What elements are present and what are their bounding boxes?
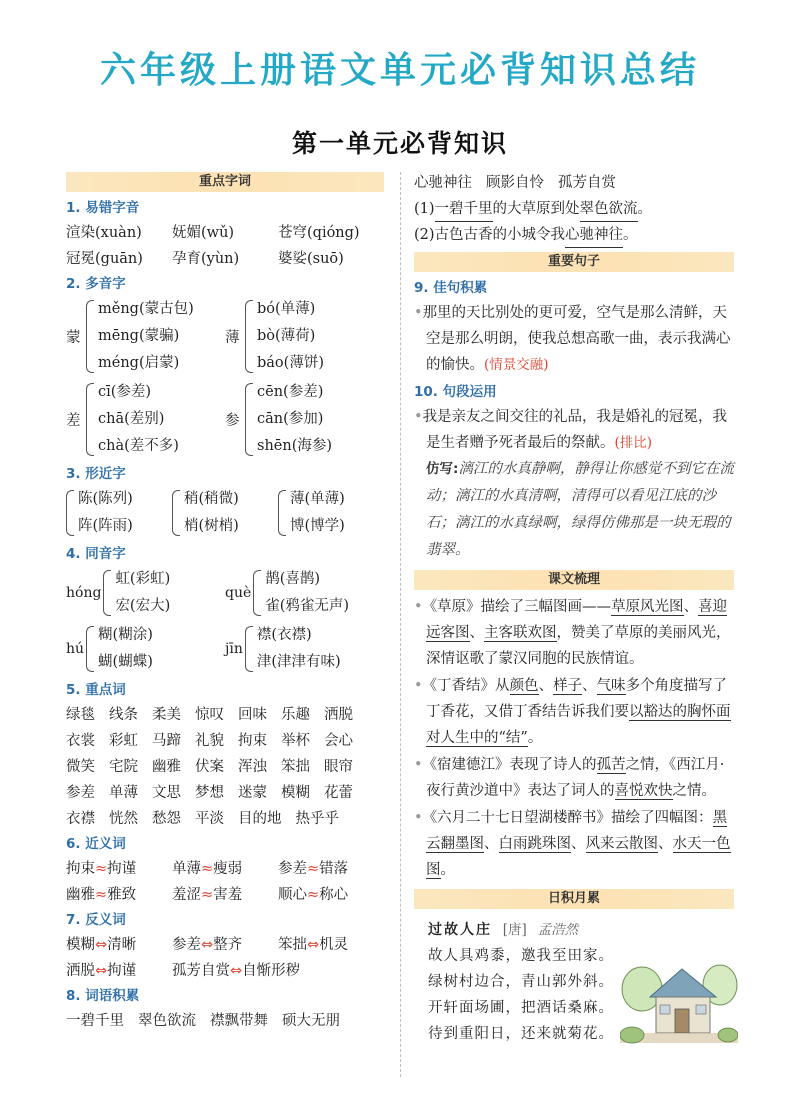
synonym-pair: 参差≈错落	[278, 861, 349, 877]
poem-line: 绿树村边合，青山郭外斜。	[428, 974, 614, 990]
key-word: 乐趣	[281, 707, 310, 723]
homophone-item: 津(津津有味)	[256, 654, 341, 670]
key-word: 眼帘	[324, 759, 353, 775]
right-column	[414, 170, 734, 1047]
brace-mark	[172, 490, 180, 536]
fine-sentence: •那里的天比别处的更可爱，空气是那么清鲜，天空是那么明朗，使我总想高歌一曲，表示我满心的愉快。(情景交融)	[414, 305, 731, 373]
antonym-symbol: ⇔	[230, 963, 243, 979]
pronunciation-row	[66, 220, 384, 246]
underlined-word: 心驰神往	[565, 222, 623, 248]
section-band-sentences: 重要句子	[414, 252, 734, 272]
heading-similar-chars: 3. 形近字	[66, 466, 126, 482]
underlined-phrase: 草原风光图	[611, 599, 684, 615]
accumulated-word: 孤芳自赏	[558, 175, 616, 191]
synonym-symbol: ≈	[307, 887, 320, 903]
key-word-row	[66, 754, 384, 780]
reading-item: mēng(蒙骗)	[98, 328, 180, 344]
reading-item: cān(参加)	[257, 411, 324, 427]
pronunciation-item: 孕育(yùn)	[172, 251, 240, 267]
key-word: 浑浊	[238, 759, 267, 775]
similar-items	[78, 486, 133, 540]
reading-list	[257, 296, 324, 377]
section-band-daily-accumulation: 日积月累	[414, 889, 734, 909]
brace-mark	[86, 383, 94, 456]
synonym-row	[66, 856, 384, 882]
reading-item: cēn(参差)	[257, 384, 324, 400]
section-band-text-review: 课文梳理	[414, 570, 734, 590]
synonym-row	[66, 882, 384, 908]
pronunciation-item: 苍穹(qióng)	[278, 225, 360, 241]
key-word: 柔美	[152, 707, 181, 723]
heading-fine-sentences: 9. 佳句积累	[414, 280, 488, 296]
key-word-row	[66, 780, 384, 806]
underlined-phrase: 孤苦	[596, 757, 626, 773]
heading-paragraph-use: 10. 句段运用	[414, 384, 497, 400]
poem-line: 开轩面场圃，把酒话桑麻。	[428, 1000, 614, 1016]
homophone-item: 雀(鸦雀无声)	[265, 598, 350, 614]
antonym-pair: 洒脱⇔拘谨	[66, 963, 137, 979]
brace-mark	[66, 490, 74, 536]
underlined-phrase: 主客联欢图	[484, 625, 557, 641]
pronunciation-item: 婆娑(suō)	[278, 251, 344, 267]
text-review-text: 《六月二十七日望湖楼醉书》描绘了四幅图：黑云翻墨图、白雨跳珠图、风来云散图、水天一色图。	[422, 810, 731, 878]
similar-group	[66, 486, 172, 540]
homophone-group	[225, 566, 384, 620]
key-word: 愁怨	[152, 811, 181, 827]
homophone-row	[66, 622, 384, 676]
antonym-pair: 孤芳自赏⇔自惭形秽	[172, 963, 301, 979]
polyphone-char: 薄	[225, 330, 240, 346]
key-word: 惊叹	[195, 707, 224, 723]
antonym-symbol: ⇔	[95, 963, 108, 979]
homophone-item: 宏(宏大)	[115, 598, 171, 614]
poem-author: 孟浩然	[537, 922, 579, 938]
column-divider	[400, 172, 401, 1077]
text-review-item	[414, 752, 734, 804]
synonym-symbol: ≈	[95, 861, 108, 877]
accumulated-word: 襟飘带舞	[210, 1013, 268, 1029]
key-word: 热乎乎	[295, 811, 339, 827]
key-word: 平淡	[195, 811, 224, 827]
underlined-phrase: 气味	[596, 678, 626, 694]
key-word: 举杯	[281, 733, 310, 749]
homophone-items	[115, 566, 170, 620]
homophone-item: 襟(衣襟)	[256, 627, 312, 643]
bullet: •	[414, 810, 423, 826]
text-review-item	[414, 673, 734, 751]
similar-items	[290, 486, 345, 540]
key-word-row	[66, 728, 384, 754]
key-word: 迷蒙	[238, 785, 267, 801]
brace-mark	[245, 383, 253, 456]
key-word: 礼貌	[195, 733, 224, 749]
pronunciation-item: 冠冕(guān)	[66, 251, 143, 267]
homophone-item: 蝴(蝴蝶)	[98, 654, 153, 670]
accumulated-word: 翠色欲流	[138, 1013, 196, 1029]
key-word-list	[66, 702, 384, 832]
polyphone-char: 蒙	[66, 330, 81, 346]
brace-mark	[245, 626, 253, 672]
imitation-writing: 仿写:漓江的水真静啊，静得让你感觉不到它在流动；漓江的水真清啊，清得可以看见江底的沙石；漓江的水真绿啊，绿得仿佛那是一块无瑕的翡翠。	[426, 461, 734, 558]
antonym-symbol: ⇔	[201, 937, 214, 953]
polyphone-list	[66, 296, 384, 460]
similar-char-list	[66, 486, 384, 540]
reading-item: měng(蒙古包)	[98, 301, 194, 317]
key-word: 彩虹	[109, 733, 138, 749]
poem-block	[414, 915, 734, 1047]
polyphone-group	[66, 296, 225, 377]
reading-item: báo(薄饼)	[257, 355, 324, 371]
word-accumulation-continued	[414, 170, 734, 196]
key-word: 伏案	[195, 759, 224, 775]
accumulated-word: 硕大无朋	[282, 1013, 340, 1029]
similar-item: 梢(树梢)	[184, 518, 239, 534]
reading-list	[257, 379, 332, 460]
homophone-item: 鹊(喜鹊)	[265, 571, 321, 587]
polyphone-group	[66, 379, 225, 460]
synonym-pair: 羞涩≈害羞	[172, 887, 243, 903]
key-word: 马蹄	[152, 733, 181, 749]
brace-mark	[278, 490, 286, 536]
poem-title: 过故人庄	[428, 922, 492, 938]
underlined-phrase: 白雨跳珠图	[498, 836, 571, 852]
underlined-phrase: 样子	[553, 678, 583, 694]
word-usage-examples	[414, 196, 734, 248]
text-review-list	[414, 594, 734, 883]
homophone-group	[66, 622, 225, 676]
pinyin-label: hóng	[66, 585, 102, 601]
accumulated-word: 心驰神往	[414, 175, 472, 191]
key-word: 目的地	[238, 811, 282, 827]
reading-item: chà(差不多)	[98, 438, 179, 454]
underlined-word: 翠色欲流	[580, 196, 638, 222]
underlined-phrase: 以豁达的胸怀面对人生中的“结”	[426, 704, 731, 746]
usage-example: (1) 一碧千里 的大草原到处 翠色欲流 。	[414, 196, 734, 222]
homophone-item: 糊(糊涂)	[98, 627, 153, 643]
accumulated-word: 顾影自怜	[486, 175, 544, 191]
key-word: 单薄	[109, 785, 138, 801]
antonym-symbol: ⇔	[307, 937, 320, 953]
key-word: 梦想	[195, 785, 224, 801]
polyphone-char: 参	[225, 413, 240, 429]
brace-mark	[86, 626, 94, 672]
synonym-list	[66, 856, 384, 908]
accumulated-word: 一碧千里	[66, 1013, 124, 1029]
reading-list	[98, 379, 179, 460]
bullet: •	[414, 757, 423, 773]
key-word: 恍然	[109, 811, 138, 827]
underlined-phrase: 黑云翻墨图	[426, 810, 728, 852]
similar-item: 稍(稍微)	[184, 491, 239, 507]
polyphone-row	[66, 379, 384, 460]
word-accumulation-row	[66, 1008, 384, 1034]
similar-group	[278, 486, 384, 540]
homophone-list	[66, 566, 384, 676]
text-review-text: 《草原》描绘了三幅图画——草原风光图、喜迎远客图、主客联欢图，赞美了草原的美丽风光，深情讴歌了蒙汉同胞的民族情谊。	[422, 599, 731, 667]
key-word: 文思	[152, 785, 181, 801]
polyphone-row	[66, 296, 384, 377]
farmhouse-illustration	[620, 955, 738, 1047]
brace-mark	[86, 300, 94, 373]
synonym-pair: 拘束≈拘谨	[66, 861, 137, 877]
pinyin-label: què	[225, 585, 252, 601]
synonym-pair: 单薄≈瘦弱	[172, 861, 243, 877]
brace-mark	[253, 570, 261, 616]
bullet: •	[414, 599, 423, 615]
reading-list	[98, 296, 194, 377]
key-word: 微笑	[66, 759, 95, 775]
parallel-sentence: •我是亲友之间交往的礼品，我是婚礼的冠冕，我是生者赠予死者最后的祭献。(排比)	[414, 409, 728, 451]
homophone-row	[66, 566, 384, 620]
pinyin-label: jīn	[225, 641, 243, 657]
key-word: 花蕾	[324, 785, 353, 801]
unit-title: 第一单元必背知识	[291, 129, 508, 158]
homophone-items	[265, 566, 349, 620]
key-word: 线条	[109, 707, 138, 723]
key-word: 会心	[324, 733, 353, 749]
heading-synonyms: 6. 近义词	[66, 836, 126, 852]
poem-line: 故人具鸡黍，邀我至田家。	[428, 948, 614, 964]
underlined-phrase: 水天一色图	[426, 836, 731, 878]
key-word-row	[66, 702, 384, 728]
synonym-pair: 幽雅≈雅致	[66, 887, 137, 903]
similar-items	[184, 486, 239, 540]
key-word: 宅院	[109, 759, 138, 775]
text-review-text: 《宿建德江》表现了诗人的孤苦之情，《西江月·夜行黄沙道中》表达了词人的喜悦欢快之情。	[422, 757, 725, 799]
pronunciation-row	[66, 246, 384, 272]
synonym-symbol: ≈	[95, 887, 108, 903]
reading-item: méng(启蒙)	[98, 355, 180, 371]
poem-dynasty: [唐]	[502, 922, 527, 938]
antonym-row	[66, 932, 384, 958]
underlined-word: 一碧千里	[435, 196, 493, 222]
synonym-symbol: ≈	[201, 887, 214, 903]
similar-item: 阵(阵雨)	[78, 518, 133, 534]
text-review-item	[414, 805, 734, 883]
heading-homophones: 4. 同音字	[66, 546, 126, 562]
synonym-pair: 顺心≈称心	[278, 887, 349, 903]
homophone-group	[66, 566, 225, 620]
polyphone-group	[225, 379, 384, 460]
polyphone-group	[225, 296, 384, 377]
synonym-symbol: ≈	[307, 861, 320, 877]
text-review-item	[414, 594, 734, 672]
heading-key-words: 5. 重点词	[66, 682, 126, 698]
reading-item: bò(薄荷)	[257, 328, 316, 344]
page-title: 六年级上册语文单元必背知识总结	[99, 50, 700, 91]
pronunciation-list	[66, 220, 384, 272]
key-word: 参差	[66, 785, 95, 801]
antonym-list	[66, 932, 384, 984]
pronunciation-item: 妩媚(wǔ)	[172, 225, 235, 241]
homophone-item: 虹(彩虹)	[115, 571, 171, 587]
homophone-items	[257, 622, 341, 676]
key-word: 衣襟	[66, 811, 95, 827]
brace-mark	[245, 300, 253, 373]
similar-item: 博(博学)	[290, 518, 345, 534]
left-column	[66, 172, 384, 1034]
text-review-text: 《丁香结》从颜色、样子、气味多个角度描写了丁香花，又借丁香结告诉我们要以豁达的胸怀面对人生中的“结”。	[422, 678, 731, 746]
key-word: 模糊	[281, 785, 310, 801]
homophone-items	[98, 622, 153, 676]
homophone-group	[225, 622, 384, 676]
heading-antonyms: 7. 反义词	[66, 912, 126, 928]
section-band-key-words: 重点字词	[66, 172, 384, 192]
underlined-phrase: 喜悦欢快	[614, 783, 673, 799]
underlined-phrase: 颜色	[509, 678, 539, 694]
underlined-phrase: 风来云散图	[585, 836, 658, 852]
reading-item: chā(差别)	[98, 411, 165, 427]
antonym-pair: 参差⇔整齐	[172, 937, 243, 953]
heading-pronunciation: 1. 易错字音	[66, 200, 140, 216]
poem-line: 待到重阳日，还来就菊花。	[428, 1026, 614, 1042]
brace-mark	[103, 570, 111, 616]
bullet: •	[414, 678, 423, 694]
key-word: 绿毯	[66, 707, 95, 723]
reading-item: bó(单薄)	[257, 301, 316, 317]
key-word-row	[66, 806, 384, 832]
similar-item: 陈(陈列)	[78, 491, 133, 507]
underlined-phrase: 喜迎远客图	[426, 599, 728, 641]
pinyin-label: hú	[66, 641, 85, 657]
key-word: 衣裳	[66, 733, 95, 749]
antonym-row	[66, 958, 384, 984]
usage-example: (2)古色古香的小城令我 心驰神往 。	[414, 222, 734, 248]
synonym-symbol: ≈	[201, 861, 214, 877]
polyphone-char: 差	[66, 413, 81, 429]
key-word: 洒脱	[324, 707, 353, 723]
key-word: 拘束	[238, 733, 267, 749]
antonym-symbol: ⇔	[95, 937, 108, 953]
similar-group	[172, 486, 278, 540]
antonym-pair: 笨拙⇔机灵	[278, 937, 349, 953]
heading-word-accumulation: 8. 词语积累	[66, 988, 140, 1004]
heading-polyphones: 2. 多音字	[66, 276, 126, 292]
reading-item: cī(参差)	[98, 384, 152, 400]
antonym-pair: 模糊⇔清晰	[66, 937, 137, 953]
key-word: 幽雅	[152, 759, 181, 775]
reading-item: shēn(海参)	[257, 438, 333, 454]
key-word: 笨拙	[281, 759, 310, 775]
key-word: 回味	[238, 707, 267, 723]
similar-item: 薄(单薄)	[290, 491, 345, 507]
pronunciation-item: 渲染(xuàn)	[66, 225, 142, 241]
